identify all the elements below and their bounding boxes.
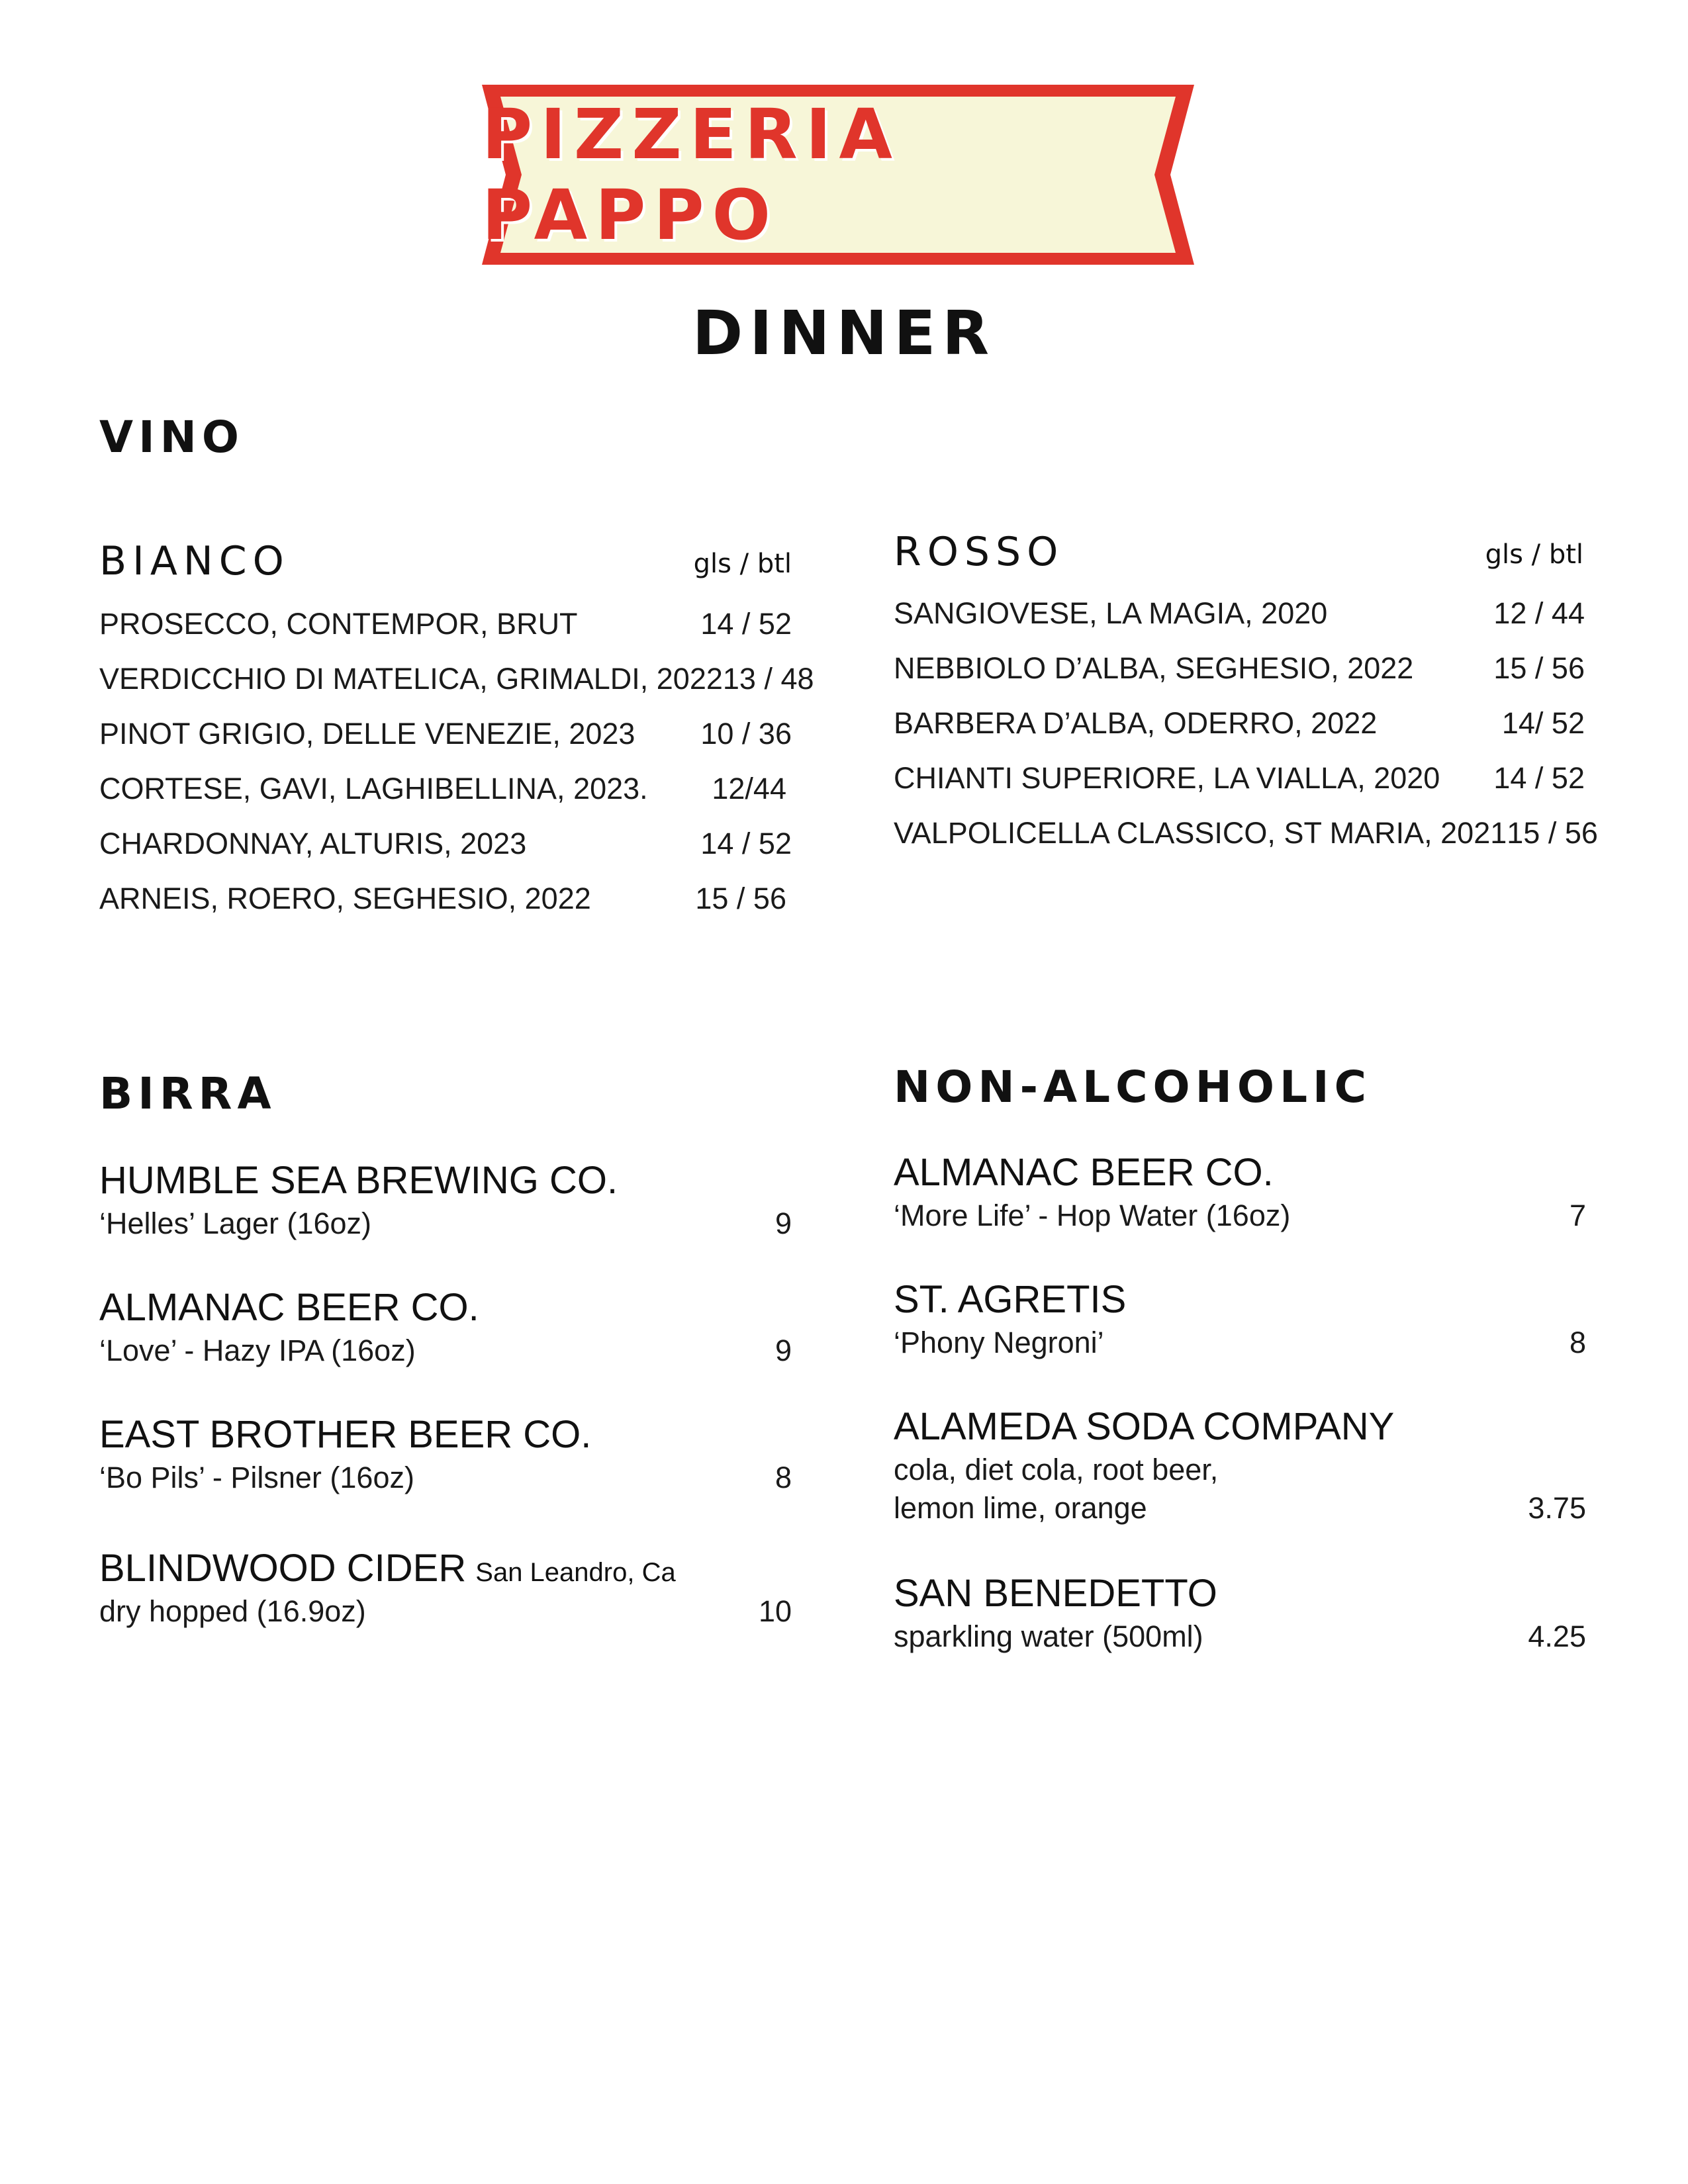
menu-item — [99, 1414, 792, 1497]
rosso-list — [894, 596, 1598, 872]
menu-item — [894, 1406, 1586, 1528]
item-description: ‘Love’ - Hazy IPA (16oz) — [99, 1333, 416, 1367]
item-name — [894, 1152, 1586, 1194]
item-location: San Leandro, Ca — [475, 1558, 676, 1587]
menu-item — [894, 1279, 1586, 1362]
menu-item — [99, 1547, 792, 1631]
wine-price: 12 / 44 — [1493, 596, 1585, 630]
item-price: 10 — [758, 1594, 792, 1628]
item-price: 9 — [774, 1333, 792, 1367]
item-name-text: HUMBLE SEA BREWING CO. — [99, 1159, 618, 1202]
wine-row — [894, 816, 1598, 872]
wine-price: 12/44 — [712, 772, 786, 805]
item-name-text: ST. AGRETIS — [894, 1278, 1127, 1321]
item-description — [894, 1451, 1218, 1528]
item-description: ‘Bo Pils’ - Pilsner (16oz) — [99, 1460, 414, 1494]
item-description-line: cola, diet cola, root beer, — [894, 1452, 1219, 1486]
wine-price: 14/ 52 — [1501, 706, 1585, 740]
wine-price: 15 / 56 — [695, 882, 786, 915]
item-name — [894, 1279, 1586, 1321]
item-desc-row — [99, 1459, 792, 1498]
wine-price: 14 / 52 — [700, 607, 792, 641]
wine-row — [894, 707, 1585, 762]
item-name — [894, 1406, 1586, 1448]
wine-name: BARBERA D’ALBA, ODERRO, 2022 — [894, 706, 1378, 740]
item-name — [99, 1160, 792, 1202]
item-name-text: ALMANAC BEER CO. — [99, 1286, 479, 1329]
wine-price: 15 / 56 — [1493, 651, 1585, 685]
wine-name: CORTESE, GAVI, LAGHIBELLINA, 2023. — [99, 772, 648, 805]
wine-name: CHARDONNAY, ALTURIS, 2023 — [99, 827, 527, 860]
item-name — [99, 1414, 792, 1456]
item-description: ‘Helles’ Lager (16oz) — [99, 1206, 372, 1240]
menu-item — [894, 1152, 1586, 1235]
wine-row — [99, 662, 814, 717]
item-name-text: ALMANAC BEER CO. — [894, 1151, 1274, 1194]
item-name-text: EAST BROTHER BEER CO. — [99, 1413, 592, 1456]
menu-item — [99, 1160, 792, 1243]
wine-price: 10 / 36 — [700, 717, 792, 751]
wine-name: SANGIOVESE, LA MAGIA, 2020 — [894, 596, 1328, 630]
item-description: dry hopped (16.9oz) — [99, 1594, 366, 1628]
item-price: 4.25 — [1528, 1619, 1586, 1653]
subsection-title-bianco: BIANCO — [99, 538, 290, 584]
wine-name: NEBBIOLO D’ALBA, SEGHESIO, 2022 — [894, 651, 1414, 685]
item-name — [99, 1547, 792, 1590]
item-desc-row — [894, 1451, 1586, 1528]
wine-price: 14 / 52 — [700, 827, 792, 860]
item-price: 8 — [774, 1460, 792, 1494]
wine-row — [894, 652, 1585, 707]
wine-row — [99, 882, 792, 937]
item-price: 8 — [1569, 1325, 1586, 1359]
item-description: ‘More Life’ - Hop Water (16oz) — [894, 1198, 1291, 1232]
item-name — [894, 1572, 1586, 1615]
section-title-vino: VINO — [99, 412, 244, 463]
item-price: 7 — [1569, 1198, 1586, 1232]
wine-row — [99, 772, 792, 827]
item-desc-row — [894, 1197, 1586, 1236]
wine-name: PINOT GRIGIO, DELLE VENEZIE, 2023 — [99, 717, 635, 751]
wine-price: 13 / 48 — [722, 662, 814, 696]
item-desc-row — [894, 1617, 1586, 1657]
menu-item — [99, 1287, 792, 1370]
wine-name: ARNEIS, ROERO, SEGHESIO, 2022 — [99, 882, 591, 915]
wine-name: PROSECCO, CONTEMPOR, BRUT — [99, 607, 578, 641]
item-desc-row — [99, 1205, 792, 1244]
item-price: 3.75 — [1528, 1491, 1586, 1525]
item-name-text: BLINDWOOD CIDER — [99, 1547, 467, 1590]
item-desc-row — [99, 1332, 792, 1371]
wine-name: VALPOLICELLA CLASSICO, ST MARIA, 2021 — [894, 816, 1507, 850]
wine-price: 14 / 52 — [1493, 761, 1585, 795]
section-title-non-alcoholic: NON-ALCOHOLIC — [894, 1062, 1372, 1113]
wine-price: 15 / 56 — [1507, 816, 1598, 850]
item-name-text: ALAMEDA SODA COMPANY — [894, 1405, 1395, 1448]
item-name — [99, 1287, 792, 1329]
rosso-column-header: gls / btl — [1485, 539, 1583, 570]
wine-row — [894, 762, 1585, 817]
bianco-column-header: gls / btl — [693, 549, 792, 579]
wine-name: CHIANTI SUPERIORE, LA VIALLA, 2020 — [894, 761, 1440, 795]
item-description: ‘Phony Negroni’ — [894, 1325, 1104, 1359]
logo-text: PIZZERIA PAPPO — [482, 94, 901, 255]
menu-item — [894, 1572, 1586, 1656]
item-price: 9 — [774, 1206, 792, 1240]
item-desc-row — [99, 1592, 792, 1631]
wine-row — [894, 597, 1585, 652]
subsection-title-rosso: ROSSO — [894, 529, 1064, 575]
item-description-line: lemon lime, orange — [894, 1491, 1147, 1525]
item-description: sparkling water (500ml) — [894, 1619, 1203, 1653]
wine-row — [99, 827, 792, 882]
item-desc-row — [894, 1324, 1586, 1363]
wine-row — [99, 717, 792, 772]
bianco-list — [99, 607, 814, 937]
section-title-birra: BIRRA — [99, 1068, 277, 1119]
wine-row — [99, 608, 792, 662]
page-title: DINNER — [692, 298, 996, 369]
wine-name: VERDICCHIO DI MATELICA, GRIMALDI, 2022 — [99, 662, 723, 696]
item-name-text: SAN BENEDETTO — [894, 1572, 1217, 1615]
